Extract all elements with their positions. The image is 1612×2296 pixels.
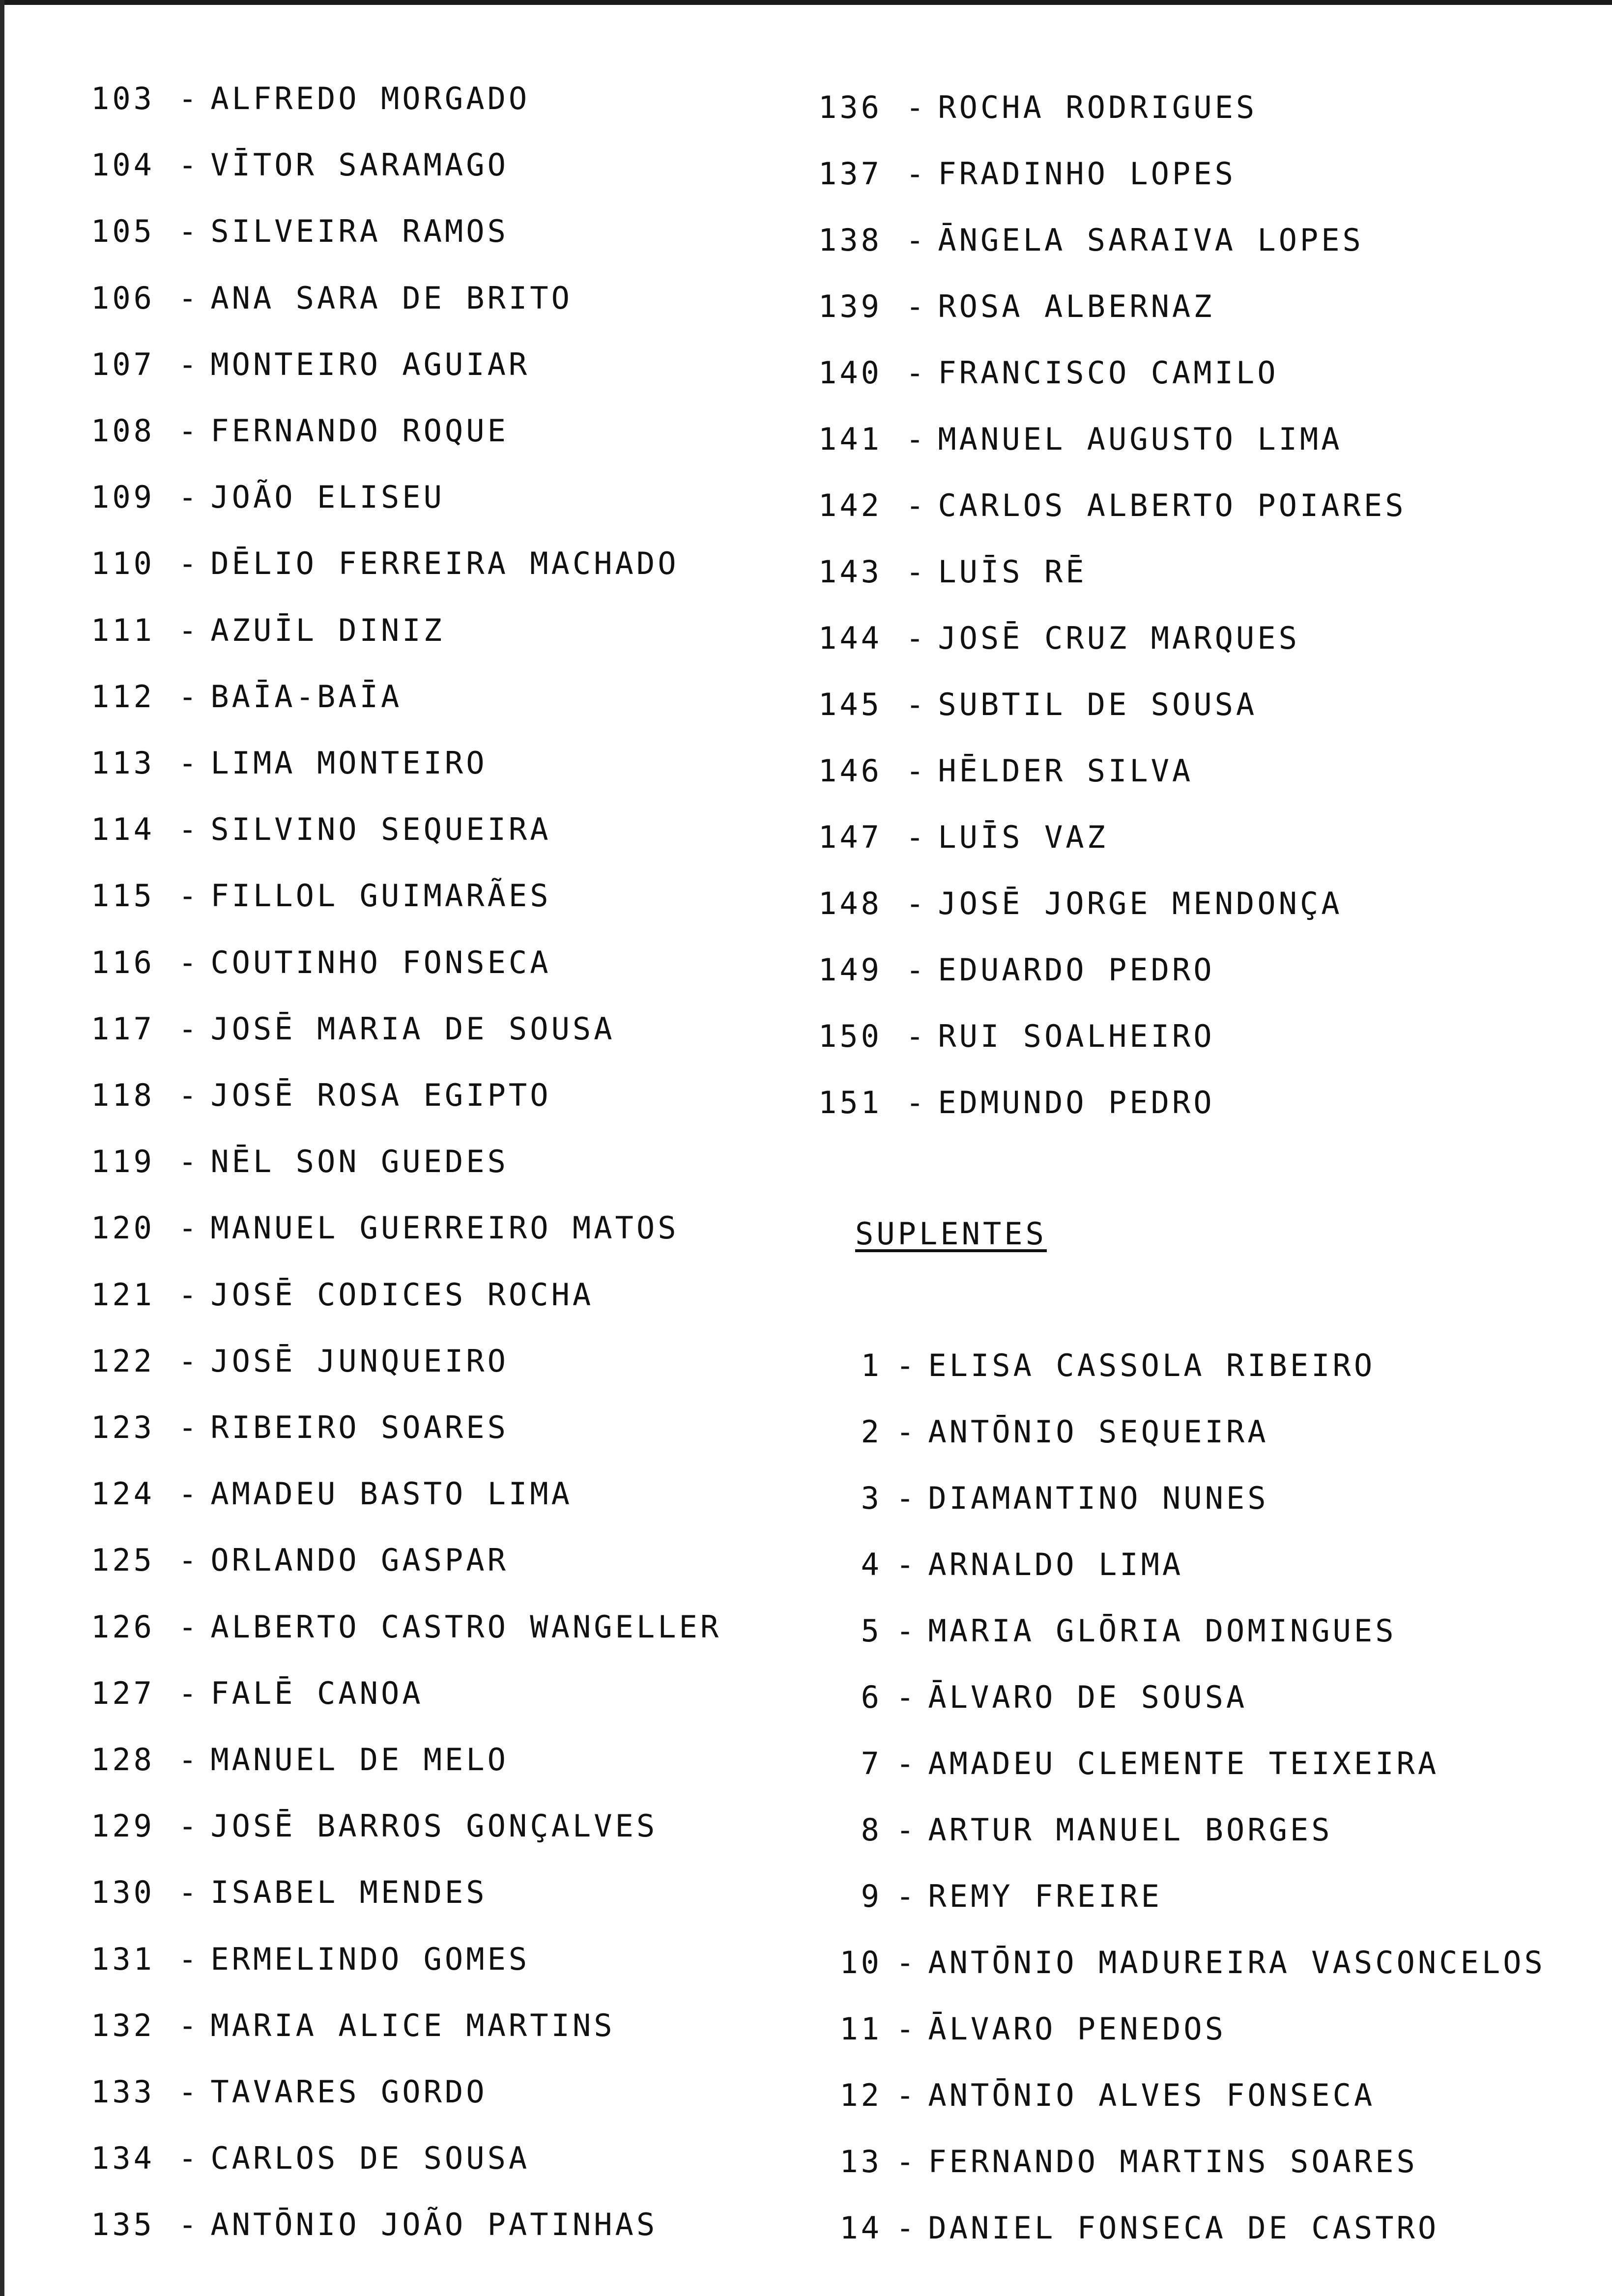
- entry-number: 122: [91, 1343, 155, 1379]
- entry-number: 125: [91, 1542, 155, 1578]
- entry-number: 103: [91, 81, 155, 116]
- entry-name: FERNANDO MARTINS SOARES: [928, 2144, 1418, 2180]
- entry-name: LUĪS VAZ: [938, 819, 1108, 855]
- entry-separator: -: [906, 687, 927, 722]
- candidate-row: [91, 745, 488, 781]
- entry-name: JOSĒ JORGE MENDONÇA: [938, 886, 1343, 921]
- candidate-row: [91, 1077, 551, 1113]
- entry-number: 128: [91, 1742, 155, 1778]
- entry-separator: -: [906, 288, 927, 324]
- entry-number: 118: [91, 1077, 155, 1113]
- entry-name: ANA SARA DE BRITO: [210, 280, 573, 316]
- entry-number: 11: [839, 2011, 882, 2047]
- entry-separator: -: [906, 156, 927, 192]
- candidate-row: [91, 213, 509, 250]
- entry-number: 133: [91, 2074, 155, 2110]
- entry-name: ĀNGELA SARAIVA LOPES: [938, 222, 1364, 258]
- entry-separator: -: [178, 678, 200, 715]
- suplente-row: [835, 1746, 1439, 1781]
- entry-name: JOSĒ BARROS GONÇALVES: [210, 1808, 658, 1844]
- entry-number: 8: [861, 1812, 882, 1848]
- candidate-row: [818, 1018, 1215, 1054]
- entry-name: SILVEIRA RAMOS: [210, 213, 509, 250]
- candidate-row: [91, 1343, 509, 1379]
- entry-name: VĪTOR SARAMAGO: [210, 147, 509, 183]
- candidate-row: [91, 2140, 530, 2177]
- entry-separator: -: [906, 222, 927, 258]
- candidate-row: [818, 490, 1407, 521]
- entry-number: 14: [839, 2210, 882, 2246]
- entry-name: ĀLVARO PENEDOS: [928, 2011, 1226, 2047]
- entry-name: AMADEU BASTO LIMA: [210, 1476, 573, 1512]
- entry-name: DIAMANTINO NUNES: [928, 1480, 1269, 1516]
- candidate-row: [91, 545, 679, 582]
- entry-name: MANUEL DE MELO: [210, 1742, 509, 1778]
- entry-name: EDUARDO PEDRO: [938, 952, 1215, 988]
- candidate-row: [91, 280, 573, 316]
- candidate-row: [91, 346, 530, 382]
- entry-name: MARIA ALICE MARTINS: [210, 2007, 615, 2043]
- candidate-row: [91, 1144, 509, 1180]
- suplente-row: [835, 1414, 1269, 1450]
- entry-number: 105: [91, 213, 155, 250]
- entry-separator: -: [178, 2007, 200, 2043]
- entry-number: 4: [861, 1547, 882, 1582]
- entry-name: FALĒ CANOA: [210, 1675, 424, 1711]
- candidate-row: [91, 878, 551, 914]
- entry-number: 140: [818, 355, 882, 391]
- entry-name: ĀLVARO DE SOUSA: [928, 1679, 1248, 1715]
- candidate-row: [91, 1409, 509, 1445]
- candidate-row: [818, 89, 1258, 125]
- entry-name: ANTŌNIO MADUREIRA VASCONCELOS: [928, 1945, 1546, 1980]
- suplente-row: [835, 2077, 1376, 2113]
- candidate-row: [91, 2074, 488, 2110]
- entry-name: MANUEL AUGUSTO LIMA: [938, 421, 1343, 457]
- entry-name: EDMUNDO PEDRO: [938, 1085, 1215, 1120]
- entry-name: JOSĒ CODICES ROCHA: [210, 1276, 594, 1313]
- page-left-border: [0, 0, 4, 2296]
- entry-separator: -: [906, 952, 927, 988]
- entry-separator: -: [178, 1874, 200, 1911]
- suplente-row: [835, 1350, 1375, 1381]
- entry-separator: -: [178, 346, 200, 382]
- entry-number: 106: [91, 280, 155, 316]
- entry-number: 12: [839, 2077, 882, 2113]
- candidate-row: [818, 689, 1257, 720]
- entry-name: RUI SOALHEIRO: [938, 1018, 1215, 1054]
- candidate-row: [91, 2007, 615, 2043]
- entry-separator: -: [178, 1675, 200, 1711]
- candidate-row: [818, 952, 1215, 988]
- entry-name: ARNALDO LIMA: [928, 1547, 1184, 1582]
- entry-name: ANTŌNIO ALVES FONSECA: [928, 2077, 1376, 2113]
- candidate-row: [818, 753, 1194, 789]
- entry-name: JOSĒ MARIA DE SOUSA: [210, 1010, 615, 1047]
- entry-name: REMY FREIRE: [928, 1878, 1162, 1914]
- entry-separator: -: [906, 753, 927, 789]
- entry-number: 143: [818, 554, 882, 590]
- entry-name: DANIEL FONSECA DE CASTRO: [928, 2210, 1439, 2246]
- entry-separator: -: [178, 1941, 200, 1977]
- entry-separator: -: [178, 1010, 200, 1047]
- entry-separator: -: [178, 612, 200, 648]
- entry-name: FILLOL GUIMARÃES: [210, 878, 551, 914]
- entry-name: COUTINHO FONSECA: [210, 944, 551, 980]
- entry-name: NĒL SON GUEDES: [210, 1144, 509, 1180]
- entry-name: ORLANDO GASPAR: [210, 1542, 509, 1578]
- entry-separator: -: [906, 1018, 927, 1054]
- entry-name: ERMELINDO GOMES: [210, 1941, 530, 1977]
- entry-number: 104: [91, 147, 155, 183]
- entry-separator: -: [906, 488, 927, 523]
- entry-name: RIBEIRO SOARES: [210, 1409, 509, 1445]
- candidate-row: [91, 1608, 722, 1645]
- candidate-row: [818, 156, 1236, 192]
- entry-number: 149: [818, 952, 882, 988]
- entry-number: 137: [818, 156, 882, 192]
- suplente-row: [835, 2011, 1226, 2047]
- suplente-row: [835, 2144, 1418, 2180]
- entry-separator: -: [896, 2011, 918, 2047]
- entry-separator: -: [178, 1144, 200, 1180]
- candidate-row: [91, 1941, 530, 1977]
- entry-separator: -: [178, 2074, 200, 2110]
- entry-separator: -: [178, 944, 200, 980]
- entry-name: LUĪS RĒ: [938, 554, 1087, 590]
- entry-separator: -: [906, 355, 927, 391]
- suplente-row: [835, 1945, 1546, 1980]
- entry-number: 147: [818, 819, 882, 855]
- entry-number: 123: [91, 1409, 155, 1445]
- entry-separator: -: [178, 213, 200, 250]
- entry-number: 142: [818, 488, 882, 523]
- entry-name: FRADINHO LOPES: [938, 156, 1236, 192]
- suplente-row: [835, 1878, 1162, 1914]
- entry-separator: -: [178, 1808, 200, 1844]
- entry-name: AZUĪL DINIZ: [210, 612, 445, 648]
- entry-number: 1: [861, 1348, 882, 1383]
- entry-name: FERNANDO ROQUE: [210, 413, 509, 449]
- candidate-row: [91, 678, 403, 715]
- entry-number: 119: [91, 1144, 155, 1180]
- entry-separator: -: [896, 2077, 918, 2113]
- entry-separator: -: [896, 1613, 918, 1649]
- entry-name: HĒLDER SILVA: [938, 753, 1194, 789]
- entry-number: 135: [91, 2207, 155, 2243]
- entry-number: 150: [818, 1018, 882, 1054]
- candidate-row: [818, 355, 1279, 391]
- entry-separator: -: [178, 147, 200, 183]
- entry-separator: -: [178, 280, 200, 316]
- entry-number: 141: [818, 421, 882, 457]
- entry-name: MARIA GLŌRIA DOMINGUES: [928, 1613, 1397, 1649]
- entry-separator: -: [178, 2207, 200, 2243]
- entry-separator: -: [896, 2144, 918, 2180]
- entry-name: AMADEU CLEMENTE TEIXEIRA: [928, 1746, 1439, 1781]
- entry-number: 110: [91, 545, 155, 582]
- entry-number: 5: [861, 1613, 882, 1649]
- entry-number: 9: [861, 1878, 882, 1914]
- entry-separator: -: [896, 1414, 918, 1450]
- candidate-row: [91, 612, 445, 648]
- entry-separator: -: [896, 1480, 918, 1516]
- entry-separator: -: [178, 413, 200, 449]
- entry-name: JOSĒ CRUZ MARQUES: [938, 620, 1300, 656]
- candidate-row: [818, 421, 1343, 457]
- entry-separator: -: [906, 1085, 927, 1120]
- entry-name: CARLOS DE SOUSA: [210, 2140, 530, 2177]
- entry-number: 124: [91, 1476, 155, 1512]
- entry-number: 10: [839, 1945, 882, 1980]
- entry-number: 136: [818, 89, 882, 125]
- entry-name: SILVINO SEQUEIRA: [210, 811, 551, 848]
- entry-separator: -: [896, 1945, 918, 1980]
- entry-number: 108: [91, 413, 155, 449]
- entry-number: 129: [91, 1808, 155, 1844]
- candidate-row: [818, 819, 1108, 855]
- entry-separator: -: [896, 1878, 918, 1914]
- suplente-row: [835, 1547, 1184, 1582]
- entry-number: 3: [861, 1480, 882, 1516]
- entry-name: MANUEL GUERREIRO MATOS: [210, 1210, 679, 1246]
- candidate-row: [91, 413, 509, 449]
- entry-separator: -: [906, 886, 927, 921]
- entry-separator: -: [178, 1276, 200, 1313]
- candidate-row: [91, 1808, 658, 1844]
- entry-number: 144: [818, 620, 882, 656]
- candidate-row: [91, 2207, 658, 2243]
- entry-separator: -: [178, 745, 200, 781]
- entry-separator: -: [896, 1348, 918, 1383]
- entry-separator: -: [896, 1547, 918, 1582]
- entry-number: 138: [818, 222, 882, 258]
- entry-separator: -: [896, 1746, 918, 1781]
- entry-separator: -: [906, 89, 927, 125]
- entry-number: 134: [91, 2140, 155, 2177]
- entry-name: DĒLIO FERREIRA MACHADO: [210, 545, 679, 582]
- entry-name: ALFREDO MORGADO: [210, 81, 530, 116]
- entry-number: 7: [861, 1746, 882, 1781]
- entry-name: TAVARES GORDO: [210, 2074, 488, 2110]
- entry-number: 6: [861, 1679, 882, 1715]
- entry-separator: -: [896, 1679, 918, 1715]
- entry-number: 151: [818, 1085, 882, 1120]
- candidate-row: [91, 1675, 424, 1711]
- candidate-row: [818, 222, 1364, 258]
- suplentes-heading: SUPLENTES: [855, 1216, 1047, 1252]
- entry-name: JOSĒ ROSA EGIPTO: [210, 1077, 551, 1113]
- entry-number: 131: [91, 1941, 155, 1977]
- entry-number: 113: [91, 745, 155, 781]
- candidate-row: [91, 1742, 509, 1778]
- entry-name: ISABEL MENDES: [210, 1874, 488, 1911]
- entry-name: ROCHA RODRIGUES: [938, 89, 1258, 125]
- entry-separator: -: [178, 811, 200, 848]
- entry-separator: -: [896, 2210, 918, 2246]
- page-top-border: [0, 0, 1612, 5]
- candidate-row: [91, 1476, 573, 1512]
- entry-number: 121: [91, 1276, 155, 1313]
- suplente-row: [835, 1613, 1397, 1649]
- candidate-row: [91, 1276, 594, 1313]
- candidate-row: [818, 288, 1215, 324]
- entry-name: CARLOS ALBERTO POIARES: [938, 488, 1407, 523]
- entry-number: 116: [91, 944, 155, 980]
- entry-name: ELISA CASSOLA RIBEIRO: [928, 1348, 1376, 1383]
- entry-name: ROSA ALBERNAZ: [938, 288, 1215, 324]
- entry-number: 130: [91, 1874, 155, 1911]
- candidate-row: [91, 479, 445, 516]
- entry-separator: -: [896, 1812, 918, 1848]
- candidate-row: [91, 1210, 679, 1246]
- entry-number: 13: [839, 2144, 882, 2180]
- suplente-row: [835, 1480, 1269, 1516]
- entry-separator: -: [178, 81, 200, 116]
- candidate-row: [91, 81, 530, 116]
- entry-name: JOSĒ JUNQUEIRO: [210, 1343, 509, 1379]
- entry-name: ARTUR MANUEL BORGES: [928, 1812, 1333, 1848]
- entry-separator: -: [906, 421, 927, 457]
- candidate-row: [91, 1542, 509, 1578]
- entry-name: LIMA MONTEIRO: [210, 745, 488, 781]
- suplente-row: [835, 1812, 1333, 1848]
- entry-separator: -: [178, 2140, 200, 2177]
- entry-separator: -: [178, 1409, 200, 1445]
- entry-separator: -: [906, 620, 927, 656]
- candidate-row: [91, 1874, 488, 1911]
- entry-name: MONTEIRO AGUIAR: [210, 346, 530, 382]
- entry-separator: -: [178, 878, 200, 914]
- entry-number: 112: [91, 678, 155, 715]
- candidate-row: [91, 944, 551, 980]
- entry-name: JOÃO ELISEU: [210, 479, 445, 516]
- entry-number: 117: [91, 1010, 155, 1047]
- entry-name: SUBTIL DE SOUSA: [938, 687, 1258, 722]
- entry-number: 114: [91, 811, 155, 848]
- entry-name: ANTŌNIO JOÃO PATINHAS: [210, 2207, 658, 2243]
- entry-name: ANTŌNIO SEQUEIRA: [928, 1414, 1269, 1450]
- entry-separator: -: [178, 1476, 200, 1512]
- entry-separator: -: [178, 1343, 200, 1379]
- candidate-row: [818, 1085, 1215, 1120]
- entry-separator: -: [178, 479, 200, 516]
- entry-separator: -: [178, 1077, 200, 1113]
- entry-number: 126: [91, 1608, 155, 1645]
- candidate-row: [818, 886, 1343, 921]
- entry-number: 2: [861, 1414, 882, 1450]
- entry-number: 120: [91, 1210, 155, 1246]
- entry-separator: -: [906, 554, 927, 590]
- entry-number: 127: [91, 1675, 155, 1711]
- entry-separator: -: [178, 545, 200, 582]
- entry-separator: -: [178, 1608, 200, 1645]
- entry-number: 148: [818, 886, 882, 921]
- entry-name: FRANCISCO CAMILO: [938, 355, 1279, 391]
- candidate-row: [91, 147, 509, 183]
- entry-separator: -: [178, 1742, 200, 1778]
- entry-separator: -: [906, 819, 927, 855]
- entry-number: 107: [91, 346, 155, 382]
- entry-separator: -: [178, 1210, 200, 1246]
- candidate-row: [91, 1010, 615, 1047]
- entry-number: 111: [91, 612, 155, 648]
- candidate-row: [818, 554, 1087, 590]
- entry-number: 145: [818, 687, 882, 722]
- entry-name: ALBERTO CASTRO WANGELLER: [210, 1608, 722, 1645]
- entry-number: 109: [91, 479, 155, 516]
- entry-name: BAĪA-BAĪA: [210, 678, 403, 715]
- entry-number: 115: [91, 878, 155, 914]
- entry-number: 139: [818, 288, 882, 324]
- candidate-row: [91, 811, 551, 848]
- entry-separator: -: [178, 1542, 200, 1578]
- entry-number: 132: [91, 2007, 155, 2043]
- suplente-row: [835, 2210, 1439, 2246]
- candidate-row: [818, 620, 1300, 656]
- entry-number: 146: [818, 753, 882, 789]
- suplente-row: [835, 1679, 1248, 1715]
